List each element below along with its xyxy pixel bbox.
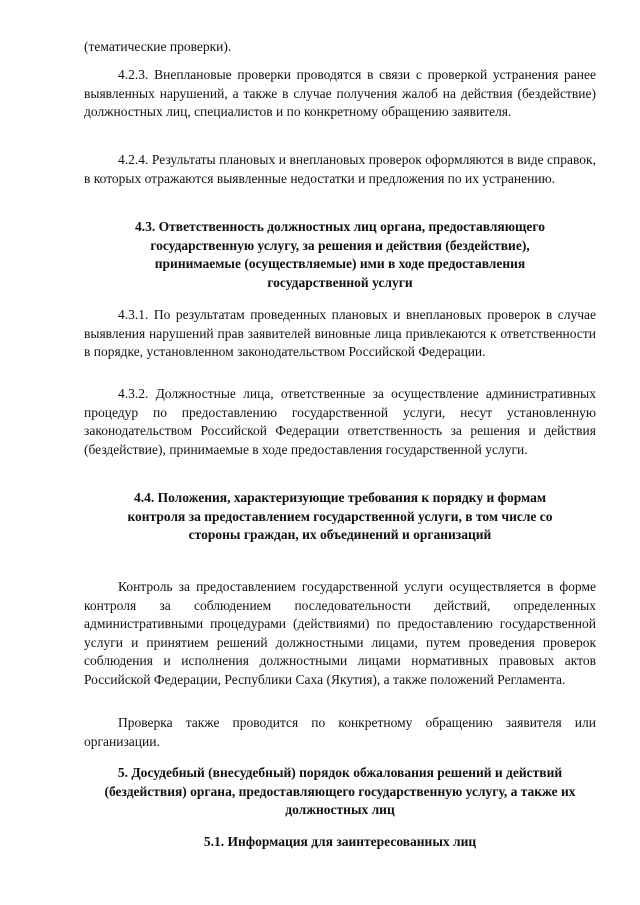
heading-5-1: 5.1. Информация для заинтересованных лиц bbox=[203, 834, 477, 849]
heading-5: 5. Досудебный (внесудебный) порядок обжалования решений и действий (бездействия) органа, предоставляющего государственную услугу, а также их должностных лиц bbox=[104, 765, 576, 817]
paragraph-4-2-3: 4.2.3. Внеплановые проверки проводятся в связи с проверкой устранения ранее выявленных нарушений, а также в случае получения жалоб на действия (бездействие) должностных лиц, специалистов и по конкретному обращению заявителя. bbox=[84, 67, 596, 119]
heading-4-4: 4.4. Положения, характеризующие требования к порядку и формам контроля за предоставлением государственной услуги, в том числе со стороны граждан, их объединений и организаций bbox=[127, 490, 553, 542]
paragraph-4-3-1: 4.3.1. По результатам проведенных плановых и внеплановых проверок в случае выявления нарушений прав заявителей виновные лица привлекаются к ответственности в порядке, установленном законодательством Российской Федерации. bbox=[84, 307, 596, 359]
paragraph-4-3-2: 4.3.2. Должностные лица, ответственные за осуществление административных процедур по предоставлению государственной услуги, несут установленную законодательством Российской Федерации ответственность за решения и действия (бездействие), принимаемые в ходе предоставления государственной услуги. bbox=[84, 386, 596, 457]
paragraph-4-2-4: 4.2.4. Результаты плановых и внеплановых проверок оформляются в виде справок, в которых отражаются выявленные недостатки и предложения по их устранению. bbox=[84, 152, 596, 186]
paragraph-continuation: (тематические проверки). bbox=[84, 39, 232, 54]
paragraph-control: Контроль за предоставлением государственной услуги осуществляется в форме контроля за соблюдением последовательности действий, определенных административными процедурами (действиями) по предоставлению государственной услуги и принятием решений должностными лицами, путем проведения проверок соблюдения и исполнения должностными лицами нормативных правовых актов Российской Федерации, Республики Саха (Якутия), а также положений Регламента. bbox=[84, 579, 596, 687]
heading-4-3: 4.3. Ответственность должностных лиц органа, предоставляющего государственную услугу, за решения и действия (бездействие), принимаемые (осуществляемые) ими в ходе предоставления государственной услуги bbox=[135, 219, 545, 290]
paragraph-check: Проверка также проводится по конкретному обращению заявителя или организации. bbox=[84, 715, 596, 749]
